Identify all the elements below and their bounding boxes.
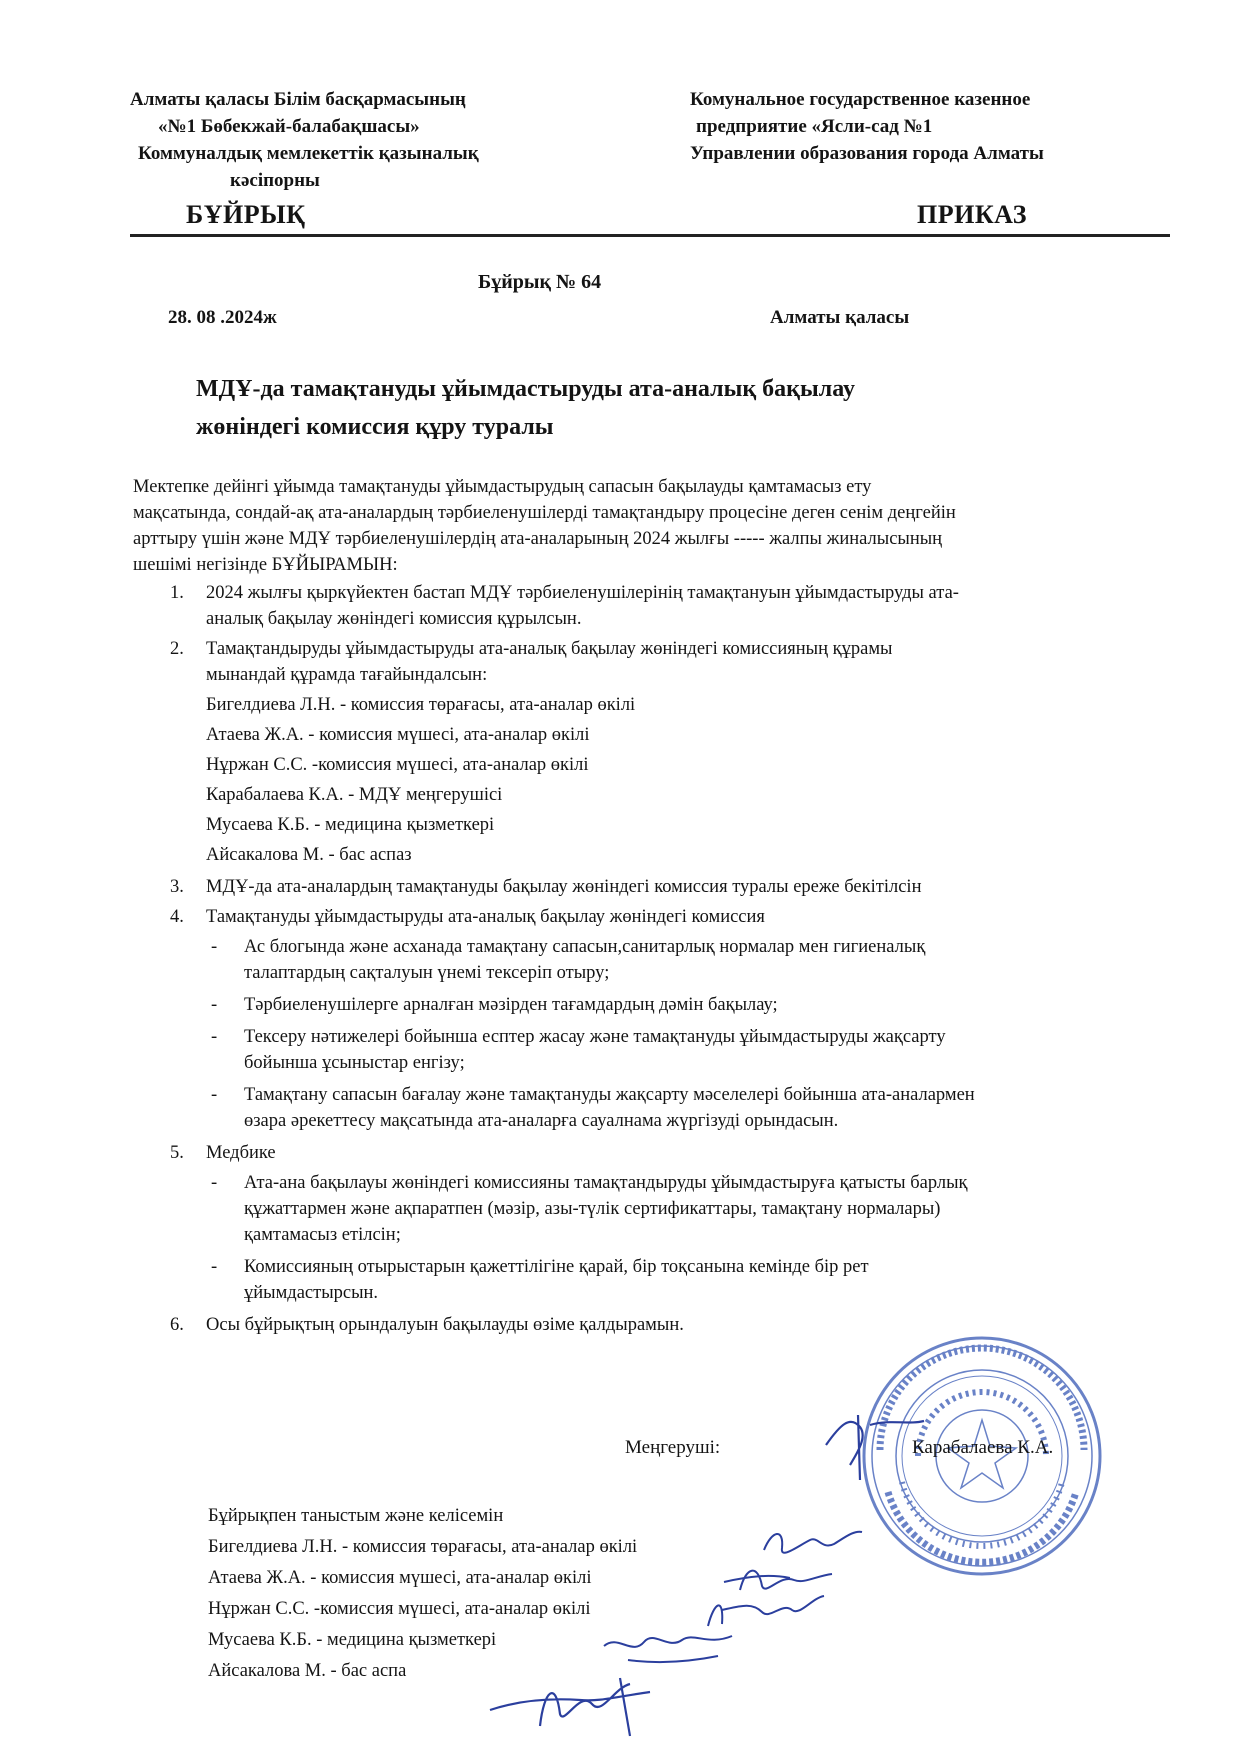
order-item-3 (133, 874, 1183, 900)
sub-item-line: талаптардың сақталуын үнемі тексеріп отыру; (244, 963, 610, 983)
acknowledgement-line: Мусаева К.Б. - медицина қызметкері (208, 1630, 497, 1650)
dash-marker: - (211, 995, 218, 1015)
sub-item (206, 1170, 1183, 1248)
commission-members (206, 690, 1183, 870)
acknowledgement-block (208, 1501, 637, 1687)
sub-item-line: ұйымдастырсын. (244, 1283, 379, 1303)
signature-musaeva (598, 1616, 738, 1676)
member-line: Нұржан С.С. -комиссия мүшесі, ата-аналар өкілі (206, 755, 589, 775)
order-body (133, 474, 1183, 1342)
member-line: Карабалаева К.А. - МДҰ меңгерушісі (206, 785, 503, 805)
dash-marker: - (211, 1085, 218, 1105)
order-subject (196, 370, 1096, 446)
intro-line: шешімі негізінде БҰЙЫРАМЫН: (133, 555, 398, 575)
sub-item-line: Ас блогында және асханада тамақтану сапасын,санитарлық нормалар мен гигиеналық (244, 937, 926, 957)
acknowledgement-line: Атаева Ж.А. - комиссия мүшесі, ата-аналар өкілі (208, 1568, 592, 1588)
item-line: 2024 жылғы қыркүйектен бастап МДҰ тәрбиеленушілерінің тамақтануын ұйымдастыруды ата- (206, 583, 959, 603)
item-5-subitems (206, 1170, 1183, 1306)
sub-item (206, 1082, 1183, 1134)
acknowledgement-line: Бигелдиева Л.Н. - комиссия төрағасы, ата-аналар өкілі (208, 1537, 638, 1557)
subject-line: МДҰ-да тамақтануды ұйымдастыруды ата-аналық бақылау (196, 376, 855, 402)
document-title-ru: ПРИКАЗ (917, 200, 1028, 229)
signature-aisakalova (480, 1670, 670, 1740)
item-line: Медбике (206, 1143, 276, 1163)
order-item-1 (133, 580, 1183, 632)
sub-item (206, 1024, 1183, 1076)
sub-item-line: өзара әрекеттесу мақсатында ата-аналарға сауалнама жүргізуді орындасын. (244, 1111, 839, 1131)
acknowledgement-heading: Бұйрықпен таныстым және келісемін (208, 1506, 504, 1526)
order-city: Алматы қаласы (770, 307, 910, 328)
header-ru-line: предприятие «Ясли-сад №1 (696, 116, 933, 137)
sub-item-line: құжаттармен және ақпаратпен (мәзір, азы-түлік сертификаттары, тамақтану нормалары) (244, 1199, 941, 1219)
subject-line: жөніндегі комиссия құру туралы (196, 414, 554, 440)
acknowledgement-line: Нұржан С.С. -комиссия мүшесі, ата-аналар өкілі (208, 1599, 591, 1619)
header-divider (130, 234, 1170, 237)
item-number: 6. (170, 1315, 184, 1335)
member-line: Айсакалова М. - бас аспаз (206, 845, 412, 865)
item-number: 5. (170, 1143, 184, 1163)
intro-line: мақсатында, сондай-ақ ата-аналардың тәрбиеленушілерді тамақтандыру процесіне деген сенім деңгейін (133, 503, 956, 523)
acknowledgement-list (208, 1532, 637, 1687)
document-title-kz: БҰЙРЫҚ (186, 200, 306, 229)
sub-item-line: Тексеру нәтижелері бойынша есптер жасау және тамақтануды ұйымдастыруды жақсарту (244, 1027, 946, 1047)
member-line: Атаева Ж.А. - комиссия мүшесі, ата-аналар өкілі (206, 725, 590, 745)
header-ru-line: Управлении образования города Алматы (690, 143, 1044, 164)
sub-item-line: қамтамасыз етілсін; (244, 1225, 401, 1245)
sub-item-line: Тәрбиеленушілерге арналған мәзірден тағамдардың дәмін бақылау; (244, 995, 778, 1015)
header-kz-organization (130, 86, 600, 194)
member-line: Мусаева К.Б. - медицина қызметкері (206, 815, 495, 835)
order-items (133, 580, 1183, 1338)
header-ru-line: Комунальное государственное казенное (690, 89, 1031, 110)
header-kz-line: Алматы қаласы Білім басқармасының (130, 89, 466, 110)
header-kz-line: «№1 Бөбекжай-балабақшасы» (158, 116, 420, 137)
signatory-role: Меңгеруші: (625, 1437, 721, 1458)
order-number: Бұйрық № 64 (478, 271, 602, 293)
item-4-subitems (206, 934, 1183, 1134)
sub-item-line: Комиссияның отырыстарын қажеттілігіне қарай, бір тоқсанына кемінде бір рет (244, 1257, 869, 1277)
order-date: 28. 08 .2024ж (168, 307, 277, 328)
header-ru-organization (690, 86, 1170, 167)
member-line: Бигелдиева Л.Н. - комиссия төрағасы, ата-аналар өкілі (206, 695, 636, 715)
item-line: Тамақтандыруды ұйымдастыруды ата-аналық бақылау жөніндегі комиссияның құрамы (206, 639, 893, 659)
dash-marker: - (211, 1173, 218, 1193)
intro-line: Мектепке дейінгі ұйымда тамақтануды ұйымдастырудың сапасын бақылауды қамтамасыз ету (133, 477, 872, 497)
intro-line: арттыру үшін және МДҰ тәрбиеленушілердің ата-аналарының 2024 жылғы ----- жалпы жиналысының (133, 529, 943, 549)
sub-item (206, 1254, 1183, 1306)
item-line: МДҰ-да ата-аналардың тамақтануды бақылау жөніндегі комиссия туралы ереже бекітілсін (206, 877, 922, 897)
sub-item (206, 934, 1183, 986)
order-item-2 (133, 636, 1183, 870)
sub-item (206, 992, 1183, 1018)
item-line: мынандай құрамда тағайындалсын: (206, 665, 488, 685)
intro-paragraph (133, 474, 1183, 578)
dash-marker: - (211, 1027, 218, 1047)
header-kz-line: кәсіпорны (230, 170, 320, 191)
item-number: 3. (170, 877, 184, 897)
acknowledgement-line: Айсакалова М. - бас аспа (208, 1661, 407, 1681)
order-item-4 (133, 904, 1183, 1134)
item-number: 4. (170, 907, 184, 927)
dash-marker: - (211, 937, 218, 957)
sub-item-line: Ата-ана бақылауы жөніндегі комиссияны тамақтандыруды ұйымдастыруға қатысты барлық (244, 1173, 968, 1193)
item-line: Осы бұйрықтың орындалуын бақылауды өзіме қалдырамын. (206, 1315, 684, 1335)
order-item-5 (133, 1140, 1183, 1306)
sub-item-line: Тамақтану сапасын бағалау және тамақтануды жақсарту мәселелері бойынша ата-аналармен (244, 1085, 975, 1105)
sub-item-line: бойынша ұсыныстар енгізу; (244, 1053, 465, 1073)
item-number: 2. (170, 639, 184, 659)
dash-marker: - (211, 1257, 218, 1277)
signatory-name: Карабалаева К.А. (912, 1437, 1054, 1458)
item-number: 1. (170, 583, 184, 603)
item-line: аналық бақылау жөніндегі комиссия құрылсын. (206, 609, 582, 629)
item-line: Тамақтануды ұйымдастыруды ата-аналық бақылау жөніндегі комиссия (206, 907, 765, 927)
header-kz-line: Коммуналдық мемлекеттік қазыналық (138, 143, 479, 164)
